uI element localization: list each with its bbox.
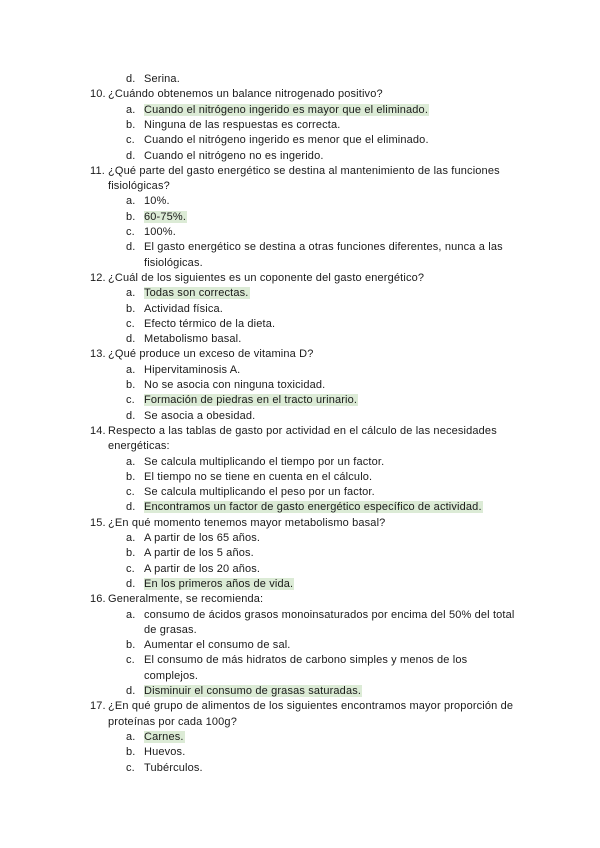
question-text: ¿Cuándo obtenemos un balance nitrogenado positivo? — [108, 88, 383, 101]
option-previous — [0, 72, 600, 87]
question-11-option-d-continuation — [0, 256, 600, 271]
option-text — [144, 103, 429, 118]
option-text: A partir de los 5 años. — [144, 547, 254, 560]
option-text: 10%. — [144, 195, 170, 208]
option-letter: d. — [126, 73, 136, 85]
question-12-option-a — [0, 286, 600, 301]
option-letter: d. — [126, 577, 136, 590]
question-13-option-a — [0, 363, 600, 378]
option-letter: b. — [126, 379, 136, 391]
question-text: proteínas por cada 100g? — [108, 715, 237, 728]
question-14-option-b — [0, 470, 600, 485]
highlighted-answer-text: 60-75%. — [144, 210, 187, 223]
question-text: Respecto a las tablas de gasto por actividad en el cálculo de las necesidades — [108, 424, 497, 437]
option-letter: b. — [126, 746, 136, 759]
question-11-option-d — [0, 240, 600, 255]
question-10-option-c — [0, 133, 600, 148]
question-15-option-d — [0, 577, 600, 592]
option-text: complejos. — [144, 669, 199, 682]
question-text: ¿Qué parte del gasto energético se destina al mantenimiento de las funciones — [108, 164, 500, 177]
highlighted-answer-text: Encontramos un factor de gasto energético específico de actividad. — [144, 501, 482, 514]
option-text: A partir de los 20 años. — [144, 562, 261, 575]
question-14-option-d — [0, 500, 600, 515]
question-11 — [0, 164, 600, 179]
option-text: Hipervitaminosis A. — [144, 363, 241, 376]
option-text: El gasto energético se destina a otras funciones diferentes, nunca a las — [144, 241, 503, 254]
option-text: Aumentar el consumo de sal. — [144, 639, 291, 652]
option-text: Efecto térmico de la dieta. — [144, 317, 276, 330]
option-letter: a. — [126, 455, 136, 468]
option-text — [144, 684, 362, 699]
question-16-option-a-continuation — [0, 623, 600, 638]
option-text — [144, 286, 250, 301]
question-12-option-c — [0, 317, 600, 332]
option-text — [144, 210, 187, 225]
question-12-option-b — [0, 302, 600, 317]
question-number: 17. — [90, 700, 106, 713]
option-letter: a. — [126, 730, 136, 743]
question-10-option-b — [0, 118, 600, 133]
question-text: ¿En qué grupo de alimentos de los siguientes encontramos mayor proporción de — [108, 700, 514, 713]
question-11-option-a — [0, 194, 600, 209]
option-letter: d. — [126, 409, 136, 422]
highlighted-answer-text: Formación de piedras en el tracto urinario. — [144, 394, 358, 407]
option-text: No se asocia con ninguna toxicidad. — [144, 379, 326, 391]
question-14-option-a — [0, 455, 600, 470]
question-number: 15. — [90, 516, 106, 529]
question-16-option-a — [0, 608, 600, 623]
question-13-option-c — [0, 393, 600, 408]
question-text: ¿En qué momento tenemos mayor metabolismo basal? — [108, 516, 386, 529]
question-10 — [0, 87, 600, 102]
option-letter: c. — [126, 134, 135, 147]
question-11-option-b — [0, 210, 600, 225]
question-17-option-b — [0, 745, 600, 760]
highlighted-answer-text: En los primeros años de vida. — [144, 577, 294, 590]
question-text: ¿Cuál de los siguientes es un coponente del gasto energético? — [108, 271, 425, 284]
option-letter: c. — [126, 761, 135, 774]
question-16-option-c-continuation — [0, 669, 600, 684]
question-text: ¿Qué produce un exceso de vitamina D? — [108, 348, 314, 361]
question-16-option-d — [0, 684, 600, 699]
question-text: energéticas: — [108, 440, 170, 453]
question-text: fisiológicas? — [108, 180, 170, 193]
option-letter: b. — [126, 302, 136, 315]
option-text: Se calcula multiplicando el peso por un factor. — [144, 486, 375, 499]
question-17-continuation — [0, 715, 600, 730]
option-letter: a. — [126, 195, 136, 208]
option-letter: c. — [126, 317, 135, 330]
option-letter: a. — [126, 532, 136, 544]
question-15-option-a — [0, 531, 600, 546]
question-number: 16. — [90, 593, 106, 606]
question-10-option-a — [0, 103, 600, 118]
option-text: Actividad física. — [144, 302, 223, 315]
question-15-option-b — [0, 546, 600, 561]
question-number: 10. — [90, 88, 106, 101]
option-text — [144, 500, 483, 515]
option-letter: b. — [126, 118, 136, 131]
question-15-option-c — [0, 562, 600, 577]
question-11-option-c — [0, 225, 600, 240]
option-letter: c. — [126, 226, 135, 238]
question-16 — [0, 592, 600, 607]
highlighted-answer-text: Todas son correctas. — [144, 287, 249, 300]
option-text: El tiempo no se tiene en cuenta en el cálculo. — [144, 470, 373, 483]
question-17-option-a — [0, 730, 600, 745]
question-16-option-b — [0, 638, 600, 653]
question-number: 12. — [90, 271, 106, 284]
question-text: Generalmente, se recomienda: — [108, 593, 264, 606]
question-13 — [0, 347, 600, 362]
option-text: Tubérculos. — [144, 761, 203, 774]
option-text: 100%. — [144, 226, 176, 238]
option-text: Serina. — [144, 73, 180, 85]
question-10-option-d — [0, 149, 600, 164]
question-13-option-b — [0, 378, 600, 393]
option-letter: a. — [126, 287, 136, 300]
question-12 — [0, 271, 600, 286]
option-letter: a. — [126, 363, 136, 376]
option-text: A partir de los 65 años. — [144, 532, 261, 544]
option-letter: c. — [126, 654, 135, 667]
question-14 — [0, 424, 600, 439]
option-text: Metabolismo basal. — [144, 333, 242, 346]
question-17-option-c — [0, 761, 600, 776]
question-11-continuation — [0, 179, 600, 194]
option-text: Se asocia a obesidad. — [144, 409, 256, 422]
question-number: 11. — [90, 164, 105, 177]
option-text — [144, 393, 358, 408]
option-text — [144, 730, 185, 745]
question-12-option-d — [0, 332, 600, 347]
option-letter: a. — [126, 103, 136, 116]
option-text: de grasas. — [144, 623, 197, 636]
option-text: El consumo de más hidratos de carbono simples y menos de los — [144, 654, 468, 667]
option-letter: d. — [126, 149, 136, 162]
option-letter: b. — [126, 470, 136, 483]
option-letter: b. — [126, 639, 136, 652]
question-14-option-c — [0, 485, 600, 500]
option-letter: d. — [126, 685, 136, 697]
option-text: Cuando el nitrógeno ingerido es menor que el eliminado. — [144, 134, 429, 147]
question-number: 14. — [90, 424, 106, 437]
highlighted-answer-text: Disminuir el consumo de grasas saturadas. — [144, 685, 362, 697]
question-13-option-d — [0, 409, 600, 424]
question-17 — [0, 699, 600, 714]
option-letter: b. — [126, 210, 136, 223]
option-letter: d. — [126, 333, 136, 346]
option-text: Ninguna de las respuestas es correcta. — [144, 118, 341, 131]
option-letter: d. — [126, 241, 136, 254]
question-14-continuation — [0, 439, 600, 454]
option-letter: c. — [126, 486, 135, 499]
option-text: Se calcula multiplicando el tiempo por un factor. — [144, 455, 385, 468]
option-text: fisiológicas. — [144, 256, 203, 269]
question-number: 13. — [90, 348, 106, 361]
highlighted-answer-text: Carnes. — [144, 730, 184, 743]
option-text: consumo de ácidos grasos monoinsaturados por encima del 50% del total — [144, 608, 515, 621]
option-text — [144, 577, 294, 592]
question-16-option-c — [0, 653, 600, 668]
option-letter: b. — [126, 547, 136, 560]
option-letter: d. — [126, 501, 136, 514]
option-letter: c. — [126, 562, 135, 575]
question-15 — [0, 516, 600, 531]
option-text: Huevos. — [144, 746, 186, 759]
option-letter: c. — [126, 394, 135, 407]
option-letter: a. — [126, 608, 136, 621]
highlighted-answer-text: Cuando el nitrógeno ingerido es mayor que el eliminado. — [144, 103, 429, 116]
option-text: Cuando el nitrógeno no es ingerido. — [144, 149, 324, 162]
